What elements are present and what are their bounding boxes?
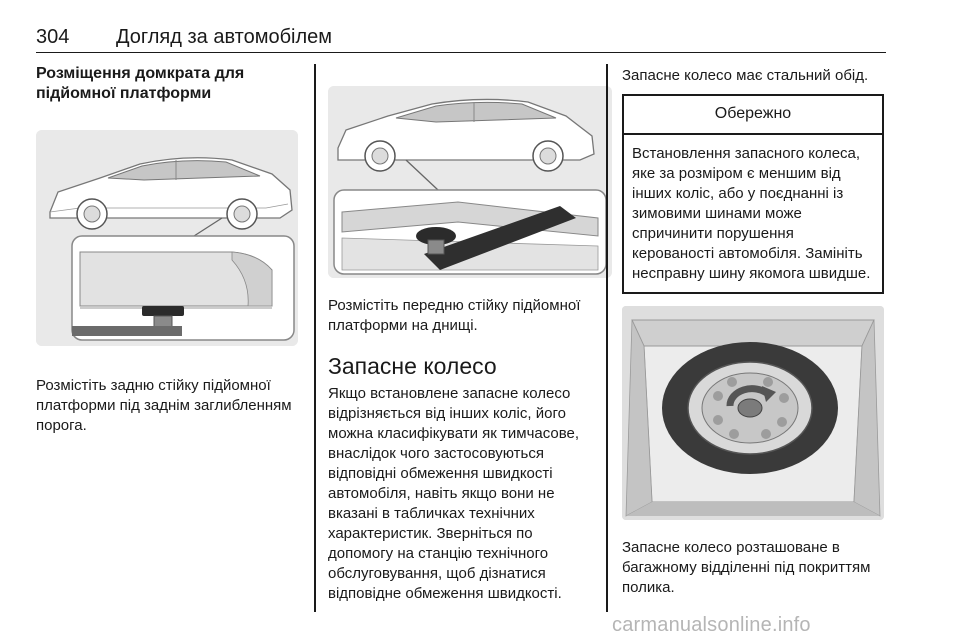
page-number: 304 (36, 26, 70, 48)
spare-wheel-body: Якщо встановлене запасне колесо відрізняється від інших коліс, його можна класифікувати як тимчасове, внаслідок чого застосовуються відповідні обмеження швидкості автомобіля, навіть якщо вони не вказані в табличках технічних характеристик. Зверніться по допомогу на станцію технічного обслуговування, щоб дізнатися відповідне обмеження швидкості. (328, 385, 580, 602)
page-header (36, 22, 886, 53)
column-divider-left (314, 64, 316, 612)
running-title: Догляд за автомобілем (116, 26, 333, 48)
column-3 (622, 64, 884, 598)
caution-title: Обережно (624, 96, 882, 135)
rear-lift-point-illustration (36, 130, 298, 346)
steel-rim-note: Запасне колесо має стальний обід. (622, 67, 869, 84)
caution-box (622, 94, 884, 294)
watermark: carmanualsonline.info (612, 614, 811, 636)
front-lift-caption: Розмістіть передню стійку підйомної платформи на днищі. (328, 297, 581, 334)
spare-wheel-section-title: Запасне колесо (328, 353, 497, 379)
spare-wheel-well-illustration (622, 306, 884, 520)
column-divider-right (606, 64, 608, 612)
column-2 (328, 64, 594, 604)
spare-wheel-location-caption: Запасне колесо розташоване в багажному відділенні під покриттям полика. (622, 539, 871, 596)
front-lift-point-illustration (328, 86, 612, 278)
caution-text: Встановлення запасного колеса, яке за розміром є меншим від інших коліс, або у поєднанні із зимовими шинами може спричинити порушення керованості автомобіля. Замініть несправну шину якомога швидше. (632, 145, 871, 282)
jack-placement-heading: Розміщення домкрата для підйомної платформи (36, 65, 245, 102)
rear-lift-caption: Розмістіть задню стійку підйомної платформи під заднім заглибленням порога. (36, 377, 292, 434)
column-1 (36, 64, 304, 436)
